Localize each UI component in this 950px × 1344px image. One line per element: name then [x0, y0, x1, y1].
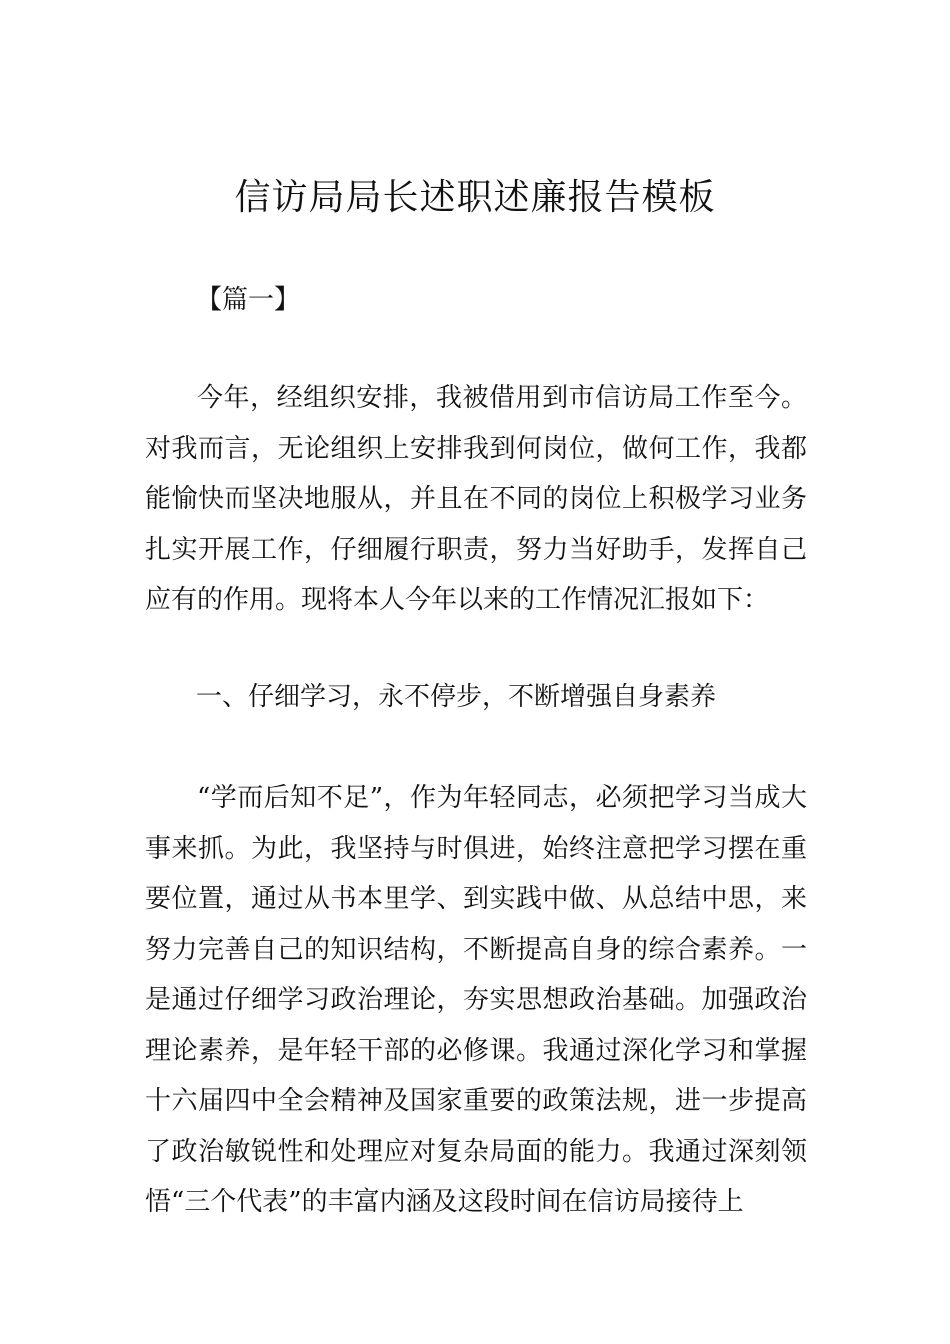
document-title: 信访局局长述职述廉报告模板 [234, 177, 716, 218]
body-paragraph: “学而后知不足”，作为年轻同志，必须把学习当成大事来抓。为此，我坚持与时俱进，始终注意把学习摆在重要位置，通过从书本里学、到实践中做、从总结中思，来努力完善自己的知识结构，不断提高自身的综合素养。一是通过仔细学习政治理论，夯实思想政治基础。加强政治理论素养，是年轻干部的必修课。我通过深化学习和掌握十六届四中全会精神及国家重要的政策法规，进一步提高了政治敏锐性和处理应对复杂局面的能力。我通过深刻领悟“三个代表”的丰富内涵及这段时间在信访局接待上 [145, 783, 807, 1217]
intro-paragraph: 今年，经组织安排，我被借用到市信访局工作至今。对我而言，无论组织上安排我到何岗位，做何工作，我都能愉快而坚决地服从，并且在不同的岗位上积极学习业务扎实开展工作，仔细履行职责，努力当好助手，发挥自己应有的作用。现将本人今年以来的工作情况汇报如下： [145, 383, 807, 615]
section-tag: 【篇一】 [196, 285, 301, 315]
section-heading: 一、仔细学习，永不停步，不断增强自身素养 [196, 682, 717, 712]
